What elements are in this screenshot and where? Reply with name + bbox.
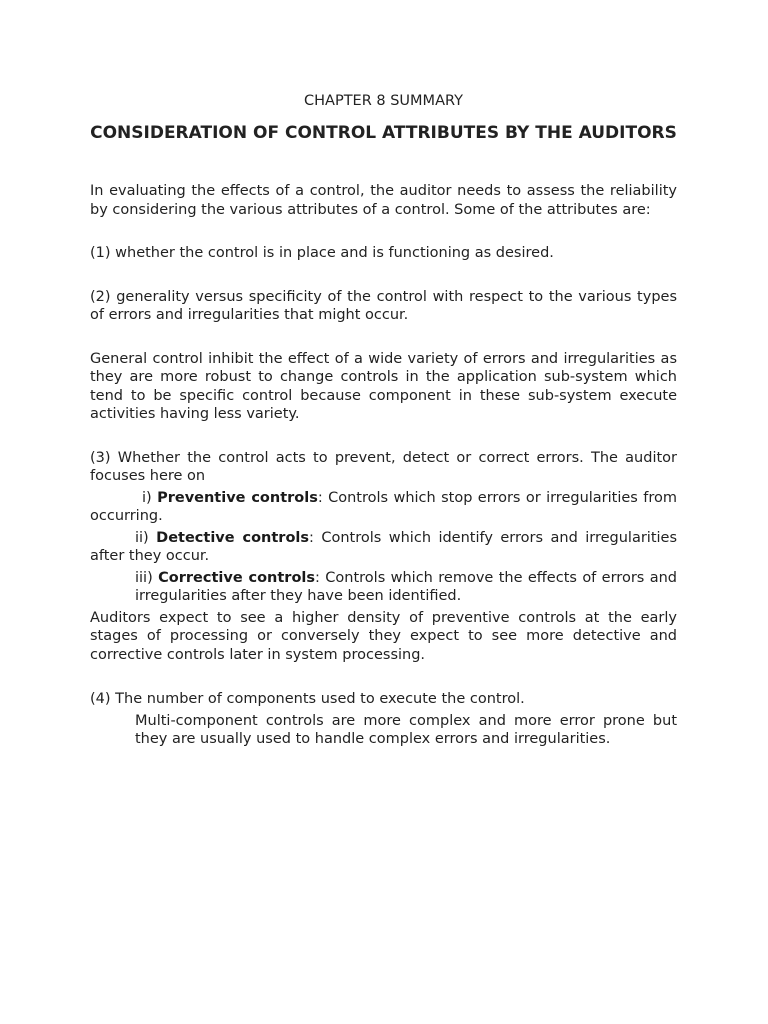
sub-item-term: Preventive controls <box>157 489 318 506</box>
sub-item-description: : Controls which stop errors or irregularities from occurring. <box>90 489 677 524</box>
document-content <box>90 92 677 749</box>
attribute-item-2: (2) generality versus specificity of the control with respect to the various types of errors and irregularities that might occur. <box>90 288 677 323</box>
sub-item-preventive <box>90 489 677 526</box>
expectation-paragraph: Auditors expect to see a higher density of preventive controls at the early stages of processing or conversely they expect to see more detective and corrective controls later in system processing. <box>90 609 677 663</box>
attribute-item-1: (1) whether the control is in place and is functioning as desired. <box>90 245 554 261</box>
sub-item-prefix: ii) <box>135 529 157 546</box>
general-control-paragraph: General control inhibit the effect of a wide variety of errors and irregularities as they are more robust to change controls in the application sub-system which tend to be specific control because component in these sub-system execute activities having less variety. <box>90 350 677 422</box>
attribute-item-4: (4) The number of components used to execute the control. <box>90 691 525 707</box>
sub-item-description: : Controls which remove the effects of errors and irregularities after they have been identified. <box>135 569 677 604</box>
sub-item-detective <box>90 529 677 566</box>
intro-paragraph: In evaluating the effects of a control, the auditor needs to assess the reliability by considering the various attributes of a control. Some of the attributes are: <box>90 183 677 218</box>
sub-item-corrective <box>90 569 677 606</box>
sub-item-description: : Controls which identify errors and irregularities after they occur. <box>90 529 678 564</box>
multi-component-paragraph: Multi-component controls are more complex and more error prone but they are usually used to handle complex errors and irregularities. <box>135 712 677 747</box>
sub-item-term: Corrective controls <box>158 569 316 586</box>
sub-item-prefix: iii) <box>135 569 159 586</box>
attribute-item-3: (3) Whether the control acts to prevent, detect or correct errors. The auditor focuses here on <box>90 449 677 484</box>
sub-item-prefix: i) <box>142 489 158 506</box>
sub-item-term: Detective controls <box>156 529 310 546</box>
page-title: CONSIDERATION OF CONTROL ATTRIBUTES BY THE AUDITORS <box>90 123 677 143</box>
chapter-label: CHAPTER 8 SUMMARY <box>304 93 463 109</box>
